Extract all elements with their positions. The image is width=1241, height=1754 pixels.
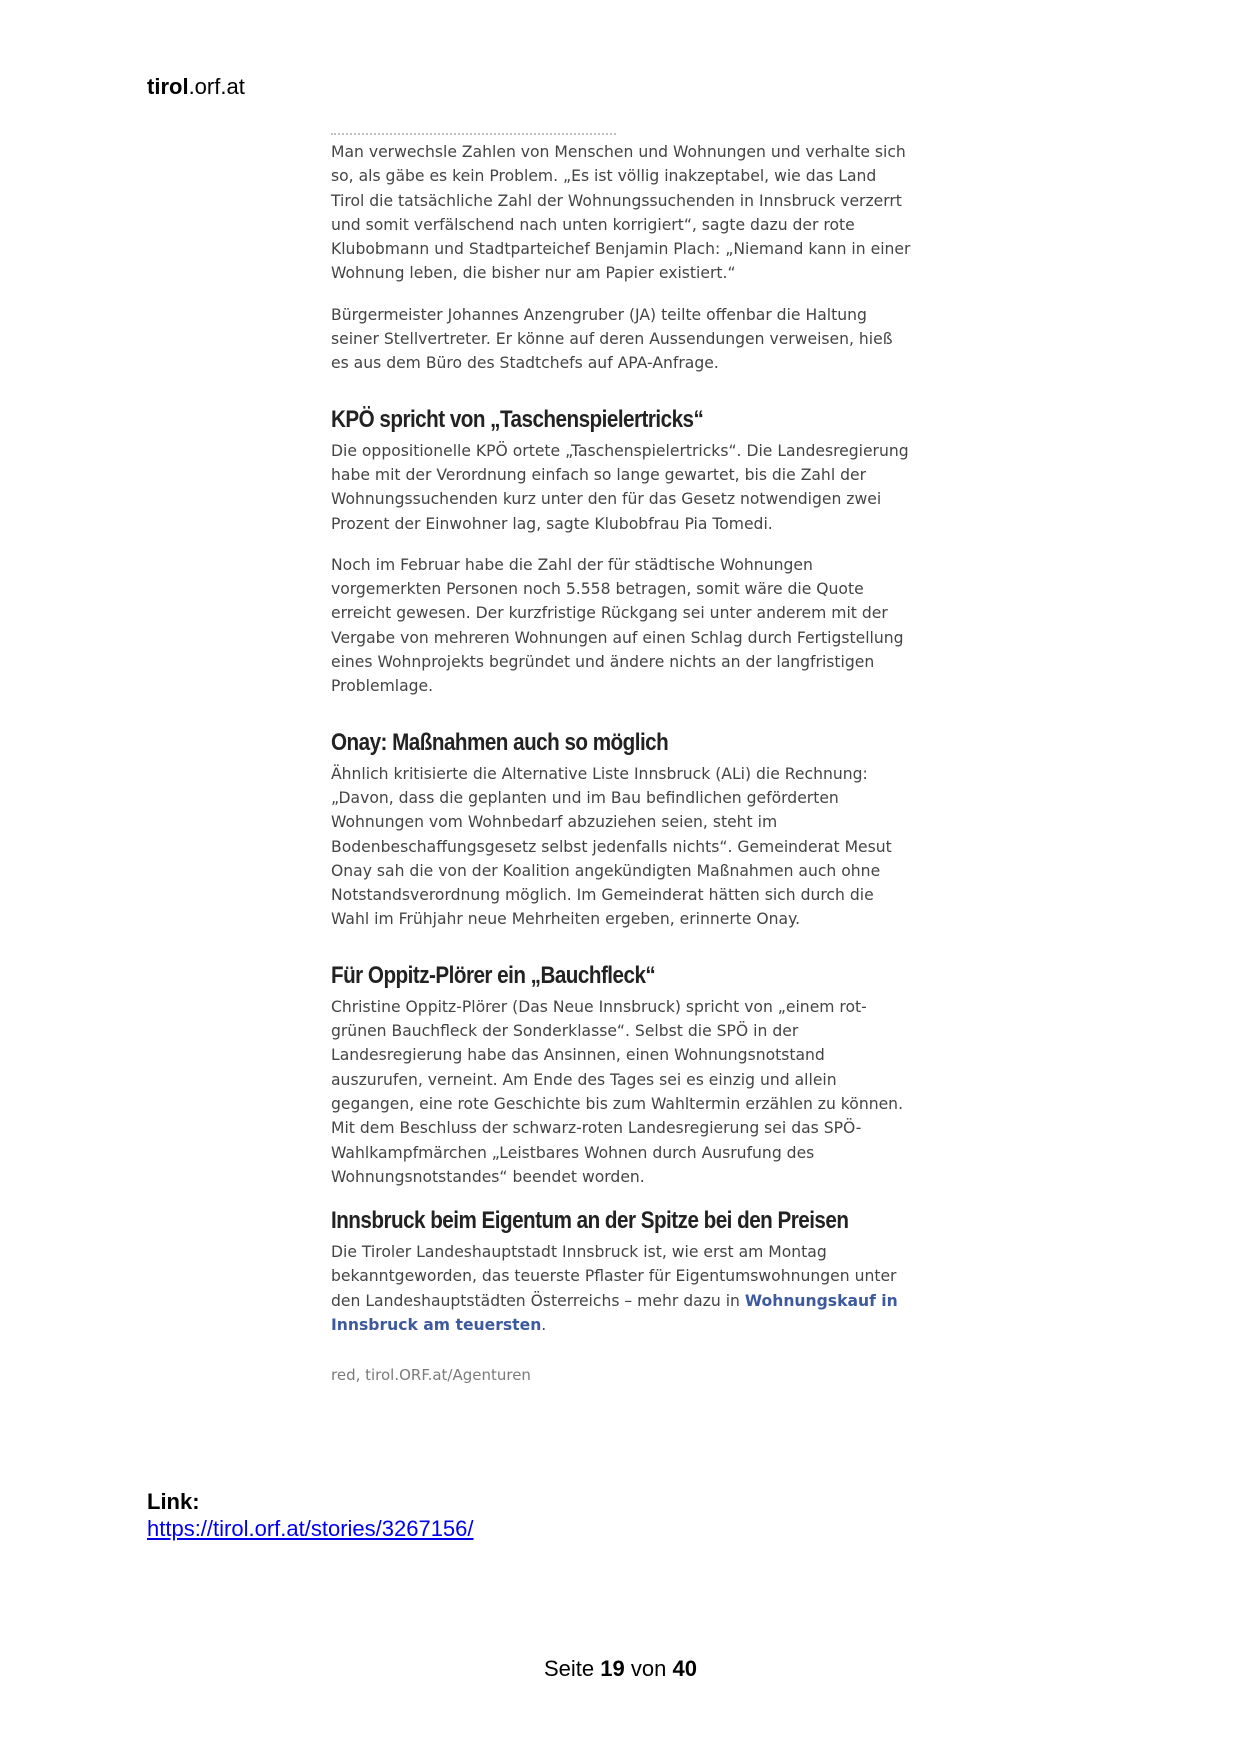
section-heading-kpoe: KPÖ spricht von „Taschenspielertricks“ bbox=[331, 405, 704, 433]
footer-middle: von bbox=[630, 1656, 667, 1681]
article-paragraph: Noch im Februar habe die Zahl der für städtische Wohnungen vorgemerkten Personen noch 5.558 betragen, somit wäre die Quote erreicht gewesen. Der kurzfristige Rückgang sei unter anderem mit der Vergabe von mehreren Wohnungen auf einen Schlag durch Fertigstellung eines Wohnprojekts begründet und ändere nichts an der langfristigen Problemlage. bbox=[331, 555, 904, 696]
site-name-domain: .orf.at bbox=[188, 74, 245, 99]
source-link-block bbox=[147, 1488, 474, 1542]
section-heading-eigentum: Innsbruck beim Eigentum an der Spitze bei den Preisen bbox=[331, 1207, 849, 1235]
article-source: red, tirol.ORF.at/Agenturen bbox=[331, 1366, 531, 1385]
footer-page-total: 40 bbox=[672, 1656, 697, 1681]
site-header bbox=[147, 74, 245, 100]
article-screenshot bbox=[331, 140, 911, 1405]
site-name-bold: tirol bbox=[147, 74, 189, 99]
footer-page-number: 19 bbox=[600, 1656, 625, 1681]
section-heading-oppitz-ploerer: Für Oppitz-Plörer ein „Bauchfleck“ bbox=[331, 961, 656, 989]
article-paragraph: Die oppositionelle KPÖ ortete „Taschenspielertricks“. Die Landesregierung habe mit der Verordnung einfach so lange gewartet, bis die Zahl der Wohnungssuchenden kurz unter den für das Gesetz notwendigen zwei Prozent der Einwohner lag, sagte Klubobfrau Pia Tomedi. bbox=[331, 441, 909, 533]
paragraph-end: . bbox=[541, 1315, 547, 1334]
source-url-link[interactable]: https://tirol.orf.at/stories/3267156/ bbox=[147, 1516, 474, 1541]
article-paragraph: Christine Oppitz-Plörer (Das Neue Innsbruck) spricht von „einem rot-grünen Bauchfleck der Sonderklasse“. Selbst die SPÖ in der Landesregierung habe das Ansinnen, einen Wohnungsnotstand auszurufen, verneint. Am Ende des Tages sei es einzig und allein gegangen, eine rote Geschichte bis zum Wahltermin erzählen zu können. Mit dem Beschluss der schwarz-roten Landesregierung sei das SPÖ-Wahlkampfmärchen „Leistbares Wohnen durch Ausrufung des Wohnungsnotstandes“ beendet worden. bbox=[331, 997, 904, 1186]
article-paragraph: Ähnlich kritisierte die Alternative Liste Innsbruck (ALi) die Rechnung: „Davon, dass die geplanten und im Bau befindlichen geförderten Wohnungen vom Wohnbedarf abzuziehen seien, steht im Bodenbeschaffungsgesetz selbst jedenfalls nichts“. Gemeinderat Mesut Onay sah die von der Koalition angekündigten Maßnahmen auch ohne Notstandsverordnung möglich. Im Gemeinderat hätten sich durch die Wahl im Frühjahr neue Mehrheiten ergeben, erinnerte Onay. bbox=[331, 764, 892, 929]
article-paragraph: Bürgermeister Johannes Anzengruber (JA) teilte offenbar die Haltung seiner Stellvertreter. Er könne auf deren Aussendungen verweisen, hieß es aus dem Büro des Stadtchefs auf APA-Anfrage. bbox=[331, 305, 893, 373]
link-label: Link: bbox=[147, 1489, 200, 1514]
section-heading-onay: Onay: Maßnahmen auch so möglich bbox=[331, 728, 669, 756]
related-article-link[interactable]: Wohnungskauf in Innsbruck am teuersten bbox=[331, 1291, 898, 1334]
article-paragraph: Man verwechsle Zahlen von Menschen und Wohnungen und verhalte sich so, als gäbe es kein Problem. „Es ist völlig inakzeptabel, wie das Land Tirol die tatsächliche Zahl der Wohnungssuchenden in Innsbruck verzerrt und somit verfälschend nach unten korrigiert“, sagte dazu der rote Klubobmann und Stadtparteichef Benjamin Plach: „Niemand kann in einer Wohnung leben, die bisher nur am Papier existiert.“ bbox=[331, 143, 911, 283]
page-footer bbox=[0, 1656, 1241, 1682]
paragraph-text: Die Tiroler Landeshauptstadt Innsbruck ist, wie erst am Montag bekanntgeworden, das teuerste Pflaster für Eigentumswohnungen unter den Landeshauptstädten Österreichs – mehr dazu in bbox=[331, 1243, 897, 1310]
cropped-line-divider bbox=[331, 133, 616, 139]
footer-prefix: Seite bbox=[544, 1656, 595, 1681]
article-paragraph bbox=[331, 1240, 911, 1337]
